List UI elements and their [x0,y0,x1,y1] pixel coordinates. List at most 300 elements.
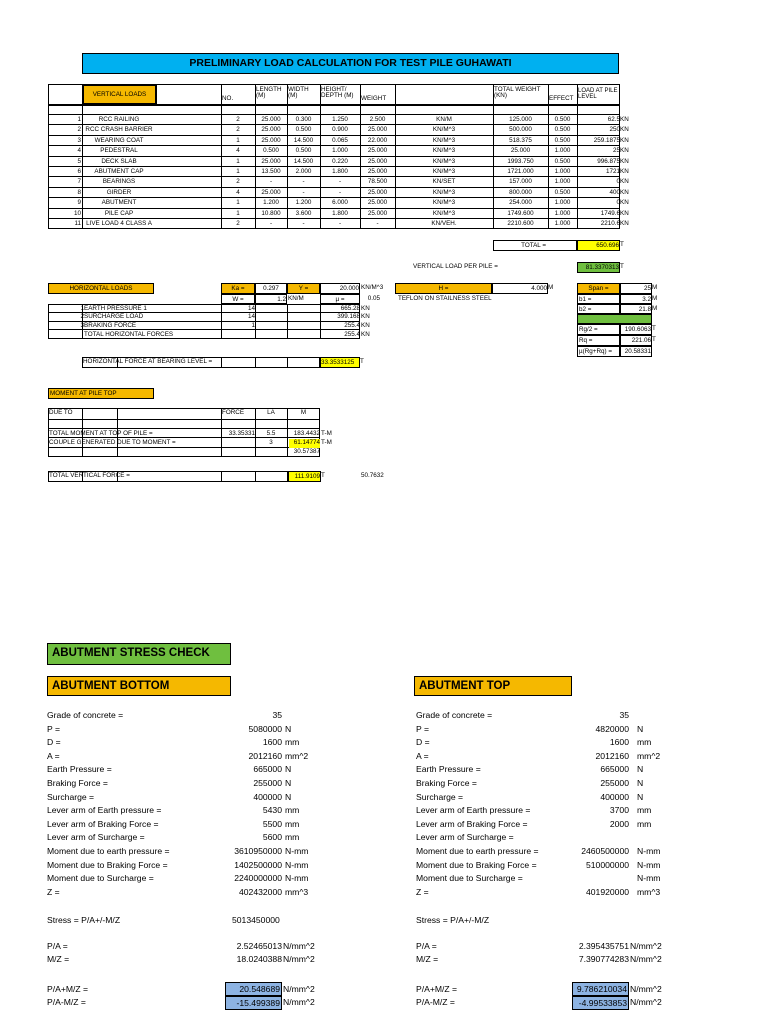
row-weight: 78.500 [367,178,388,186]
stress-row-label: Lever arm of Surcharge = [416,832,514,843]
divider [255,471,256,482]
divider [255,304,256,313]
stress-row-value: 2240000000 [234,873,282,884]
stress-formula-label: Stress = P/A+/-M/Z [47,915,121,925]
stress-row-unit: mm [285,737,300,748]
per-pile-unit: T [620,263,624,270]
stress-row-unit: N [637,778,644,788]
b2-label: b2 = [577,304,620,314]
stress-row-label: Surcharge = [47,791,95,802]
pa-value: 2.395435751 [578,941,629,951]
row-load: 2210.6 [600,220,620,227]
plus-unit: N/mm^2 [630,984,662,994]
minus-value: -15.499389 [225,996,282,1010]
row-width: 0.300 [295,116,312,123]
row-effect: 0.500 [554,126,571,134]
row-weight: 22.000 [367,136,388,144]
stress-row-value: 5600 [262,832,282,843]
row-width: 2.000 [295,168,312,175]
stress-row-label: Z = [416,886,429,897]
stress-row-value: 400000 [253,791,282,802]
row-factor: 14 [247,313,255,321]
stress-row-unit: mm [637,737,652,748]
row-total: 800.000 [509,188,532,196]
row-m: 61.14774 [289,439,320,447]
row-effect: 0.500 [554,188,571,196]
row-no: 2 [236,116,240,123]
row-sn: 9 [77,199,81,207]
gamma-value: 20.000 [320,283,360,294]
total-unit: T [620,241,624,248]
divider [287,357,288,368]
stress-row-value: 665000 [253,764,282,775]
row-no: 1 [236,209,240,217]
row-load: 1749.6 [600,209,620,217]
stress-row-unit: mm [285,805,300,816]
stress-row-unit: mm [637,805,652,816]
row-factor: 1 [251,322,255,330]
bearing-unit: T [360,358,364,365]
row-length: - [269,220,273,227]
row-height: 6.000 [332,199,348,207]
row-load-unit: KN [620,199,629,207]
mu-rg-value: 20.58331 [620,346,652,357]
row-unit: KN/M^3 [432,199,456,207]
header-width: WIDTH (M) [288,86,309,100]
row-effect: 1.000 [554,168,571,175]
divider [255,322,256,331]
row-length: 1.200 [263,199,279,207]
row-value: 399.168 [337,313,360,321]
span-value: 25 [620,283,652,294]
divider [255,420,256,429]
divider [493,105,494,115]
mz-unit: N/mm^2 [630,954,662,964]
stress-row-value: 35 [272,710,282,720]
row-width: 0.500 [295,126,312,134]
stress-row-value: 255000 [600,778,629,788]
divider [255,448,256,457]
row-unit: KN/M [436,116,452,123]
divider [577,105,578,115]
row-load: 62.5 [607,116,620,123]
header-m: M [300,409,307,416]
stress-row-value: 5080000 [248,723,282,734]
row-height: - [338,178,342,186]
h-value: 4.000 [492,283,548,294]
row-length: - [269,178,273,186]
row-no: 1 [236,136,240,144]
row-width: 14.500 [293,136,314,144]
row-load-unit: KN [620,147,629,155]
moment-label: MOMENT AT PILE TOP [48,388,154,399]
row-name: LIVE LOAD 4 CLASS A [86,220,152,227]
stress-row-unit: N-mm [637,859,661,870]
row-unit: KN/M^3 [432,209,456,217]
divider [320,105,321,115]
row-load-unit: KN [620,178,629,186]
stress-formula-label: Stress = P/A+/-M/Z [416,915,490,925]
stress-row-value: 35 [619,710,629,720]
stress-row-label: Earth Pressure = [416,764,481,775]
stress-row-unit: mm^3 [637,886,661,897]
pa-label: P/A = [416,941,437,951]
row-length: 25.000 [261,188,281,196]
row-load: 250 [609,126,620,134]
row-effect: 0.500 [554,157,571,165]
row-total: 254.000 [509,199,532,207]
ka-value: 0.297 [255,283,287,294]
stress-row-value: 510000000 [585,859,629,870]
row-height: 0.220 [332,157,348,165]
row-load: 1721 [605,168,620,175]
row-load: 25 [612,147,620,155]
rq-label: Rq = [577,335,620,346]
stress-row-unit: N [285,791,292,802]
stress-row-value: 1600 [609,737,629,748]
b1-unit: M [652,295,658,302]
span-label: Span = [577,283,620,294]
row-sn: 4 [77,147,81,155]
mz-label: M/Z = [416,954,439,964]
header-total: TOTAL WEIGHT (KN) [494,86,541,100]
stress-row-label: A = [47,750,60,761]
row-effect: 1.000 [554,199,571,207]
row-unit: KN/M^3 [432,188,456,196]
row-unit: KN/VEH. [431,220,457,227]
stress-row-unit: N [285,764,292,775]
pa-value: 2.52465013 [236,941,282,951]
abutment-bottom-title: ABUTMENT BOTTOM [47,676,231,696]
row-force: 33.35331 [228,429,255,437]
row-value: 255.4 [344,330,360,338]
row-length: 0.500 [263,147,279,155]
divider [395,84,396,105]
row-height: 1.000 [332,147,348,155]
w-label: W = [221,294,255,304]
divider [287,330,288,339]
spacer-row [48,105,620,115]
row-la: 3 [269,438,273,446]
row-sn: 8 [77,188,81,196]
total-vertical-extra: 50.7632 [361,472,384,479]
row-total: 2210.600 [507,220,534,227]
row-name: ABUTMENT [101,199,137,207]
stress-check-title: ABUTMENT STRESS CHECK [47,643,231,665]
stress-row-label: Moment due to earth pressure = [47,846,170,856]
stress-row-unit: N-mm [285,859,309,870]
row-sn: 10 [73,209,81,217]
stress-row-unit: N-mm [637,873,661,884]
stress-row-unit: mm [285,818,300,829]
minus-value: -4.99533853 [572,996,629,1010]
row-name: PILE CAP [104,209,134,217]
row-load-unit: KN [620,209,629,217]
header-due: DUE TO [49,409,73,416]
divider [360,105,361,115]
mz-label: M/Z = [47,954,70,964]
divider [255,313,256,322]
row-unit: KN/M^3 [432,157,456,165]
w-unit: KN/M [288,295,304,302]
row-load-unit: KN [620,116,629,123]
stress-row-unit: N [285,723,292,734]
table-row [48,420,320,429]
divider [221,448,222,457]
row-no: 2 [236,220,240,227]
row-length: 25.000 [261,116,281,123]
row-length: 25.000 [261,157,281,165]
row-no: 1 [236,199,240,207]
row-no: 2 [236,126,240,134]
row-sn: 6 [77,168,81,175]
row-total: 1721.000 [507,168,534,175]
stress-row-value: 402432000 [238,886,282,897]
row-name: DECK SLAB [101,157,137,165]
row-unit: T-M [321,429,332,437]
header-load: LOAD AT PILE LEVEL [578,88,618,100]
header-no: NO. [222,95,234,102]
stress-row-value: 2012160 [595,750,629,761]
rq-unit: T [652,336,656,343]
plus-value: 20.548689 [225,982,282,996]
row-unit: KN [361,313,370,321]
row-load: 0 [616,178,620,186]
stress-row-label: P = [47,723,60,734]
stress-row-label: D = [416,737,430,748]
divider [287,420,288,429]
row-width: - [302,178,305,186]
row-width: - [302,220,305,227]
row-value: 255.4 [344,322,360,330]
stress-row-label: D = [47,737,61,748]
row-name: PEDESTRAL [100,147,138,155]
stress-row-unit: N-mm [285,873,309,884]
b2-value: 21.8 [620,304,652,314]
divider [117,420,118,429]
stress-row-unit: mm^2 [285,750,309,761]
divider [82,105,83,115]
row-unit: KN/M^3 [432,136,456,144]
rq-value: 221.06 [620,335,652,346]
stress-row-value: 255000 [253,778,282,788]
stress-row-label: Lever arm of Earth pressure = [47,805,162,816]
divider [82,420,83,429]
row-unit: KN [361,304,370,312]
plus-label: P/A+M/Z = [47,984,89,994]
row-m: 30.57387 [293,448,320,456]
row-weight: 25.000 [367,209,388,217]
bearing-value: 33.3533125 [320,357,360,368]
mu-rg-label: µ(Rg+Rq) = [577,346,620,357]
row-weight: 2.500 [369,116,386,123]
row-total: 1749.600 [507,209,534,217]
h-label: H = [395,283,492,294]
row-name: WEARING COAT [94,136,144,144]
header-height: HEIGHT/ DEPTH (M) [321,86,354,100]
row-effect: 1.000 [554,178,571,186]
plus-label: P/A+M/Z = [416,984,458,994]
stress-row-value: 400000 [600,791,629,802]
divider [287,322,288,331]
stress-row-value: 3610950000 [234,846,282,856]
stress-row-label: Lever arm of Surcharge = [47,832,145,843]
header-weight: WEIGHT [361,95,387,102]
pa-label: P/A = [47,941,68,951]
mz-value: 18.0240388 [236,954,282,964]
stress-row-label: Moment due to Braking Force = [47,859,168,870]
divider [287,105,288,115]
stress-row-value: 665000 [600,764,629,775]
divider [82,448,83,457]
stress-row-value: 5430 [262,805,282,816]
stress-row-label: Earth Pressure = [47,764,112,775]
minus-label: P/A-M/Z = [416,997,455,1007]
row-total: 500.000 [509,126,532,134]
mu-value: 0.05 [367,295,380,302]
h-unit: M [548,284,554,291]
divider [221,438,222,447]
row-height: - [338,188,342,196]
row-unit: T-M [321,438,332,446]
row-height: 1.250 [332,116,348,123]
row-length: 10.800 [261,209,281,217]
divider [287,313,288,322]
minus-label: P/A-M/Z = [47,997,86,1007]
divider [221,471,222,482]
row-la: 5.5 [266,429,276,437]
rg-unit: T [652,325,656,332]
row-weight: 25.000 [367,147,388,155]
divider [287,304,288,313]
green-cell [577,314,652,324]
row-effect: 1.000 [554,209,571,217]
stress-row-value: 1600 [262,737,282,748]
stress-row-label: Moment due to Surcharge = [416,873,523,884]
b1-value: 3.2 [620,294,652,304]
row-width: 14.500 [293,157,314,165]
minus-unit: N/mm^2 [630,997,662,1007]
row-length: 25.000 [261,126,281,134]
row-load-unit: KN [620,188,629,196]
row-name: TOTAL MOMENT AT TOP OF PILE = [49,429,153,437]
divider [287,438,288,447]
stress-row-unit: mm^2 [637,750,661,761]
span-unit: M [652,284,658,291]
row-width: 0.500 [295,147,312,155]
stress-row-label: Surcharge = [416,791,464,802]
row-weight: 25.000 [367,126,388,134]
mz-value: 7.390774283 [578,954,629,964]
row-load: 0 [616,199,620,207]
divider [221,330,222,339]
stress-row-label: Lever arm of Braking Force = [416,818,528,829]
row-effect: 1.000 [554,147,571,155]
row-sn: 5 [77,157,81,165]
row-name: RCC RAILING [98,116,140,123]
row-length: 13.500 [261,168,281,175]
stress-row-unit: N [637,764,644,775]
plus-unit: N/mm^2 [283,984,315,994]
divider [117,408,118,420]
divider [82,408,83,420]
row-height: 0.900 [332,126,348,134]
header-effect: EFFECT [549,95,574,102]
row-sn: 1 [80,304,84,312]
row-sn: 2 [77,126,81,134]
row-weight: 25.000 [367,157,388,165]
rg-label: Rg/2 = [577,324,620,335]
divider [255,105,256,115]
minus-unit: N/mm^2 [283,997,315,1007]
row-load-unit: KN [620,126,629,134]
row-sn: 11 [74,220,81,227]
total-vertical-value: 111.9109 [288,471,321,482]
row-sn: 2 [80,313,84,321]
row-unit: KN [361,322,370,330]
row-weight: 25.000 [367,168,388,175]
row-unit: KN/SET [432,178,456,186]
row-sn: 3 [77,136,81,144]
plus-value: 9.786210034 [572,982,629,996]
row-no: 1 [236,168,240,175]
table-row [48,448,320,457]
row-value: 665.28 [340,304,360,312]
pa-unit: N/mm^2 [283,941,315,951]
abutment-top-title: ABUTMENT TOP [414,676,572,696]
stress-formula-value: 5013450000 [232,915,280,925]
stress-row-unit: N-mm [285,846,309,856]
divider [548,105,549,115]
stress-row-value: 4820000 [595,723,629,734]
mu-label: µ = [320,294,360,304]
row-unit: KN [361,330,370,338]
stress-row-label: Grade of concrete = [416,710,493,720]
per-pile-label: VERTICAL LOAD PER PILE = [413,263,498,270]
row-total: 1993.750 [507,157,534,165]
divider [255,330,256,339]
vertical-loads-label: VERTICAL LOADS [83,85,156,104]
row-total: 25.000 [510,147,531,155]
b2-unit: M [652,305,658,312]
row-sn: 7 [77,178,81,186]
stress-row-value: 5500 [262,818,282,829]
row-width: - [302,188,305,196]
row-name: BRAKING FORCE [84,322,137,330]
pa-unit: N/mm^2 [630,941,662,951]
row-sn: 3 [80,322,84,330]
divider [82,330,83,339]
divider [156,84,157,105]
stress-row-label: Moment due to Surcharge = [47,873,154,884]
row-no: 2 [236,178,240,186]
stress-row-label: A = [416,750,429,761]
row-load: 259.1875 [593,136,620,144]
row-height: - [338,220,342,227]
row-load-unit: KN [620,220,629,227]
divider [395,105,396,115]
row-total: 157.000 [509,178,532,186]
row-unit: KN/M^3 [432,147,456,155]
row-weight: 25.000 [367,188,388,196]
stress-row-unit: mm^3 [285,886,309,897]
stress-row-value: 1402500000 [234,859,282,870]
mz-unit: N/mm^2 [283,954,315,964]
rg-value: 190.6063 [620,324,652,335]
gamma-label: Y = [287,283,320,294]
row-no: 4 [236,147,240,155]
stress-row-label: Braking Force = [416,778,477,788]
